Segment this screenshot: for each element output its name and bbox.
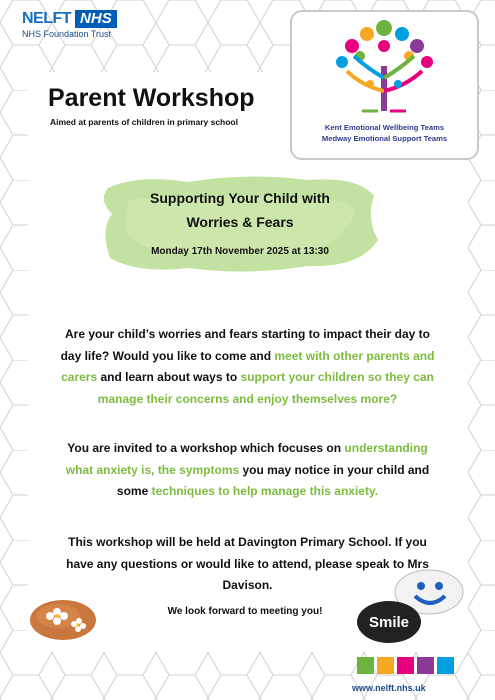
location-paragraph: This workshop will be held at Davington Primary School. If you have any questions or would like to attend, please speak to Mrs Davison. [66, 535, 429, 592]
stone-smile-text: Smile [368, 614, 410, 631]
highlight-anxiety: understanding what anxiety is, the symptoms [65, 441, 428, 477]
event-title-line-2: Worries & Fears [186, 214, 294, 230]
tree-people-logo-icon [292, 16, 477, 118]
website-link[interactable]: www.nelft.nhs.uk [352, 683, 426, 693]
blue-square [437, 657, 454, 674]
flower-stone-icon [28, 594, 98, 642]
orange-square [377, 657, 394, 674]
purple-square [417, 657, 434, 674]
closing-line: We look forward to meeting you! [167, 606, 323, 617]
highlight-support-children: support your children so they can manage their concerns and enjoy themselves more? [97, 370, 434, 406]
pink-square [397, 657, 414, 674]
event-date: Monday 17th November 2025 at 13:30 [151, 246, 329, 257]
event-title-line-1: Supporting Your Child with [150, 190, 330, 206]
colour-squares-strip [357, 657, 454, 674]
partner-logo-box [290, 10, 479, 160]
kent-teams-label: Kent Emotional Wellbeing Teams [324, 123, 445, 132]
nelft-nhs-logo [22, 10, 117, 39]
nelft-wordmark: NELFT [22, 10, 72, 27]
trust-name: NHS Foundation Trust [22, 29, 112, 39]
highlight-techniques: techniques to help manage this anxiety. [151, 484, 379, 498]
workshop-focus-paragraph: You are invited to a workshop which focuses on understanding what anxiety is, the symptoms you may notice in your child and some techniques to help manage this anxiety. [65, 441, 430, 498]
green-square [357, 657, 374, 674]
page-subtitle: Aimed at parents of children in primary school [50, 117, 238, 127]
highlight-meet-parents: meet with other parents and carers [61, 348, 435, 384]
smile-stones-icon [355, 566, 465, 650]
nhs-badge: NHS [75, 10, 117, 28]
medway-teams-label: Medway Emotional Support Teams [321, 134, 448, 143]
page-title: Parent Workshop [48, 84, 255, 112]
intro-paragraph: Are your child’s worries and fears starting to impact their day to day life? Would you like to come and meet with other parents and carers and learn about ways to support your children so they can manage their concerns and enjoy themselves more? [60, 327, 435, 406]
